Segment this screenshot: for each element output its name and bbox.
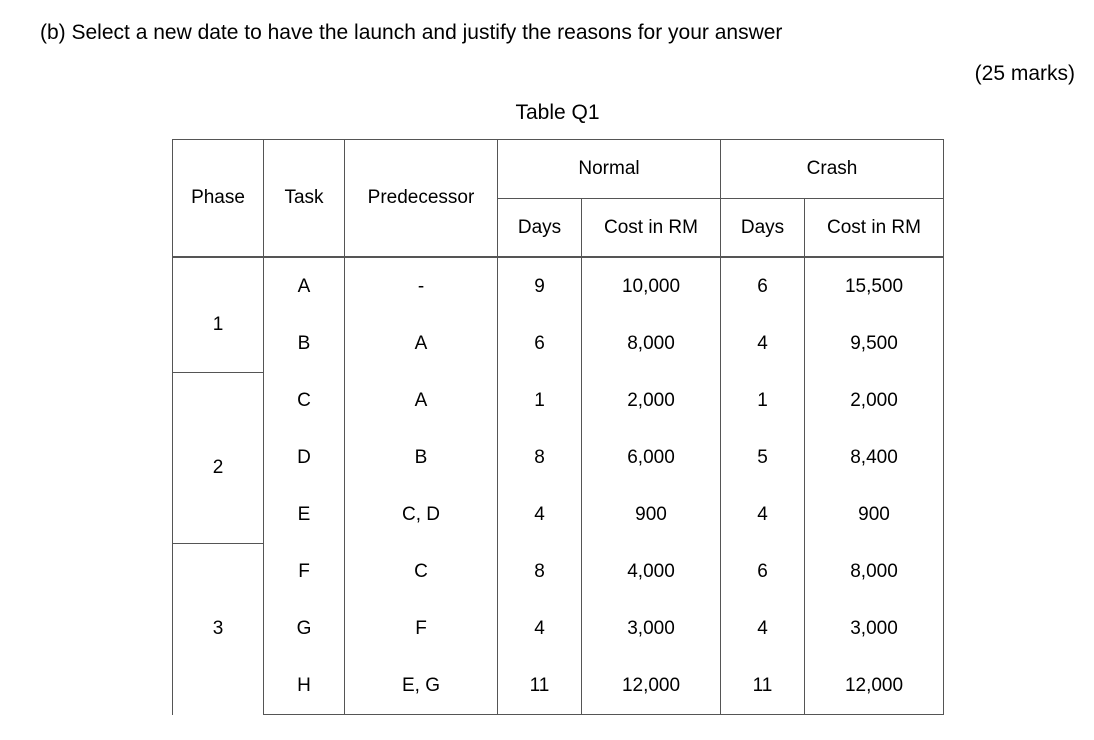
normal-cost-cell: 8,000: [582, 315, 721, 372]
table-q1: [172, 139, 944, 715]
normal-cost-cell: 10,000: [582, 257, 721, 315]
predecessor-cell: C, D: [345, 486, 498, 543]
crash-days-cell: 6: [721, 543, 805, 600]
header-phase: Phase: [173, 140, 264, 258]
phase-cell-1: 1: [173, 257, 264, 372]
task-cell: E: [264, 486, 345, 543]
crash-days-cell: 4: [721, 486, 805, 543]
normal-days-cell: 6: [498, 315, 582, 372]
crash-cost-cell: 900: [805, 486, 944, 543]
predecessor-cell: F: [345, 600, 498, 657]
crash-days-cell: 4: [721, 315, 805, 372]
task-cell: F: [264, 543, 345, 600]
marks-label: (25 marks): [974, 62, 1075, 85]
crash-cost-cell: 8,400: [805, 429, 944, 486]
predecessor-cell: -: [345, 257, 498, 315]
normal-cost-cell: 900: [582, 486, 721, 543]
crash-days-cell: 11: [721, 657, 805, 715]
task-cell: C: [264, 372, 345, 429]
table-row: [173, 600, 944, 657]
phase-cell-3: 3: [173, 543, 264, 715]
crash-cost-cell: 15,500: [805, 257, 944, 315]
normal-cost-cell: 3,000: [582, 600, 721, 657]
normal-days-cell: 8: [498, 429, 582, 486]
task-cell: B: [264, 315, 345, 372]
normal-cost-cell: 12,000: [582, 657, 721, 715]
header-crash-days: Days: [721, 199, 805, 258]
normal-days-cell: 1: [498, 372, 582, 429]
phase-cell-2: 2: [173, 372, 264, 543]
table-row: [173, 372, 944, 429]
task-cell: D: [264, 429, 345, 486]
crash-cost-cell: 3,000: [805, 600, 944, 657]
predecessor-cell: E, G: [345, 657, 498, 715]
crash-cost-cell: 2,000: [805, 372, 944, 429]
header-crash: Crash: [721, 140, 944, 199]
header-predecessor: Predecessor: [345, 140, 498, 258]
normal-days-cell: 11: [498, 657, 582, 715]
predecessor-cell: B: [345, 429, 498, 486]
question-text: (b) Select a new date to have the launch and justify the reasons for your answer: [40, 21, 783, 44]
header-normal-cost: Cost in RM: [582, 199, 721, 258]
table-row: [173, 257, 944, 315]
table-row: [173, 486, 944, 543]
predecessor-cell: A: [345, 315, 498, 372]
task-cell: A: [264, 257, 345, 315]
task-cell: H: [264, 657, 345, 715]
crash-cost-cell: 8,000: [805, 543, 944, 600]
crash-days-cell: 1: [721, 372, 805, 429]
header-normal-days: Days: [498, 199, 582, 258]
normal-cost-cell: 4,000: [582, 543, 721, 600]
crash-days-cell: 6: [721, 257, 805, 315]
header-task: Task: [264, 140, 345, 258]
header-crash-cost: Cost in RM: [805, 199, 944, 258]
table-row: [173, 315, 944, 372]
crash-cost-cell: 9,500: [805, 315, 944, 372]
normal-days-cell: 4: [498, 600, 582, 657]
normal-cost-cell: 2,000: [582, 372, 721, 429]
predecessor-cell: A: [345, 372, 498, 429]
predecessor-cell: C: [345, 543, 498, 600]
table-caption: Table Q1: [515, 101, 600, 124]
crash-cost-cell: 12,000: [805, 657, 944, 715]
crash-days-cell: 4: [721, 600, 805, 657]
normal-cost-cell: 6,000: [582, 429, 721, 486]
header-normal: Normal: [498, 140, 721, 199]
table-row: [173, 657, 944, 715]
task-cell: G: [264, 600, 345, 657]
normal-days-cell: 9: [498, 257, 582, 315]
normal-days-cell: 4: [498, 486, 582, 543]
table-row: [173, 543, 944, 600]
crash-days-cell: 5: [721, 429, 805, 486]
table-row: [173, 429, 944, 486]
normal-days-cell: 8: [498, 543, 582, 600]
